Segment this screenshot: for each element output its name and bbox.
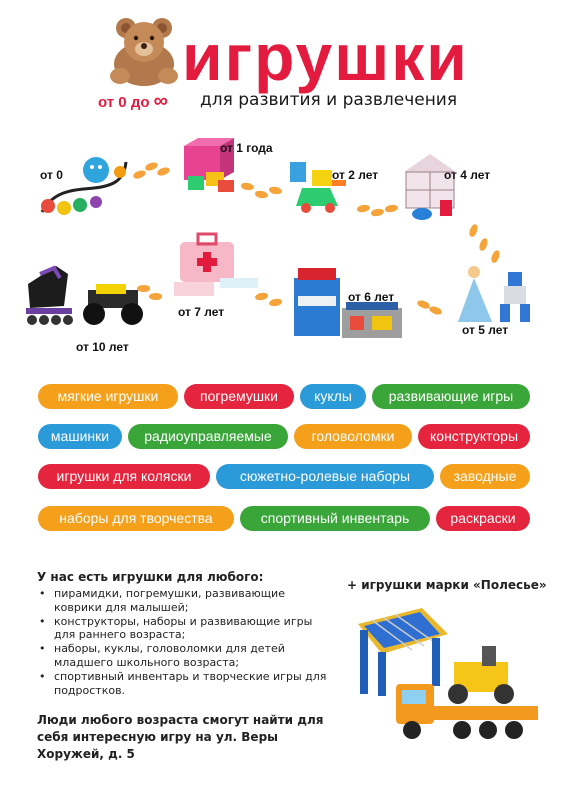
info-bullet-list: [37, 587, 327, 697]
toy-truck-image: [392, 640, 542, 748]
list-item: • конструкторы, наборы и развивающие игры для раннего возраста;: [37, 615, 327, 643]
category-pill: сюжетно-ролевые наборы: [216, 464, 434, 489]
age-label-6: от 6 лет: [348, 290, 395, 304]
age-range-text: от 0 до: [98, 94, 150, 111]
category-pill: погремушки: [184, 384, 294, 409]
category-pill: куклы: [300, 384, 366, 409]
age-label-5: от 5 лет: [462, 323, 509, 337]
category-pill: конструкторы: [418, 424, 530, 449]
age-label-7: от 7 лет: [178, 305, 225, 319]
age-label-10: от 10 лет: [76, 340, 129, 354]
info-intro: У нас есть игрушки для любого:: [37, 570, 264, 584]
list-item: • спортивный инвентарь и творческие игры для подростков.: [37, 670, 327, 698]
age-label-4: от 4 лет: [444, 168, 491, 182]
category-pill: заводные: [440, 464, 530, 489]
category-pill: раскраски: [436, 506, 530, 531]
page-title: игрушки: [182, 20, 469, 94]
page-subtitle: для развития и развлечения: [200, 90, 458, 110]
category-pill: головоломки: [294, 424, 412, 449]
list-item: • наборы, куклы, головоломки для детей младшего школьного возраста;: [37, 642, 327, 670]
list-item: • пирамидки, погремушки, развивающие коврики для малышей;: [37, 587, 327, 615]
category-pill: машинки: [38, 424, 122, 449]
brand-note: + игрушки марки «Полесье»: [347, 578, 547, 592]
age-label-2: от 2 лет: [332, 168, 379, 182]
category-pill: радиоуправляемые: [128, 424, 288, 449]
age-label-0: от 0: [40, 168, 63, 182]
infinity-symbol: ∞: [153, 90, 168, 112]
address-note: Люди любого возраста смогут найти для себя интересную игру на ул. Веры Хоружей, д. 5: [37, 713, 324, 761]
category-pill: мягкие игрушки: [38, 384, 178, 409]
category-pill: игрушки для коляски: [38, 464, 210, 489]
category-pill: спортивный инвентарь: [240, 506, 430, 531]
category-pill: наборы для творчества: [38, 506, 234, 531]
category-pill: развивающие игры: [372, 384, 530, 409]
age-label-1: от 1 года: [220, 141, 273, 155]
